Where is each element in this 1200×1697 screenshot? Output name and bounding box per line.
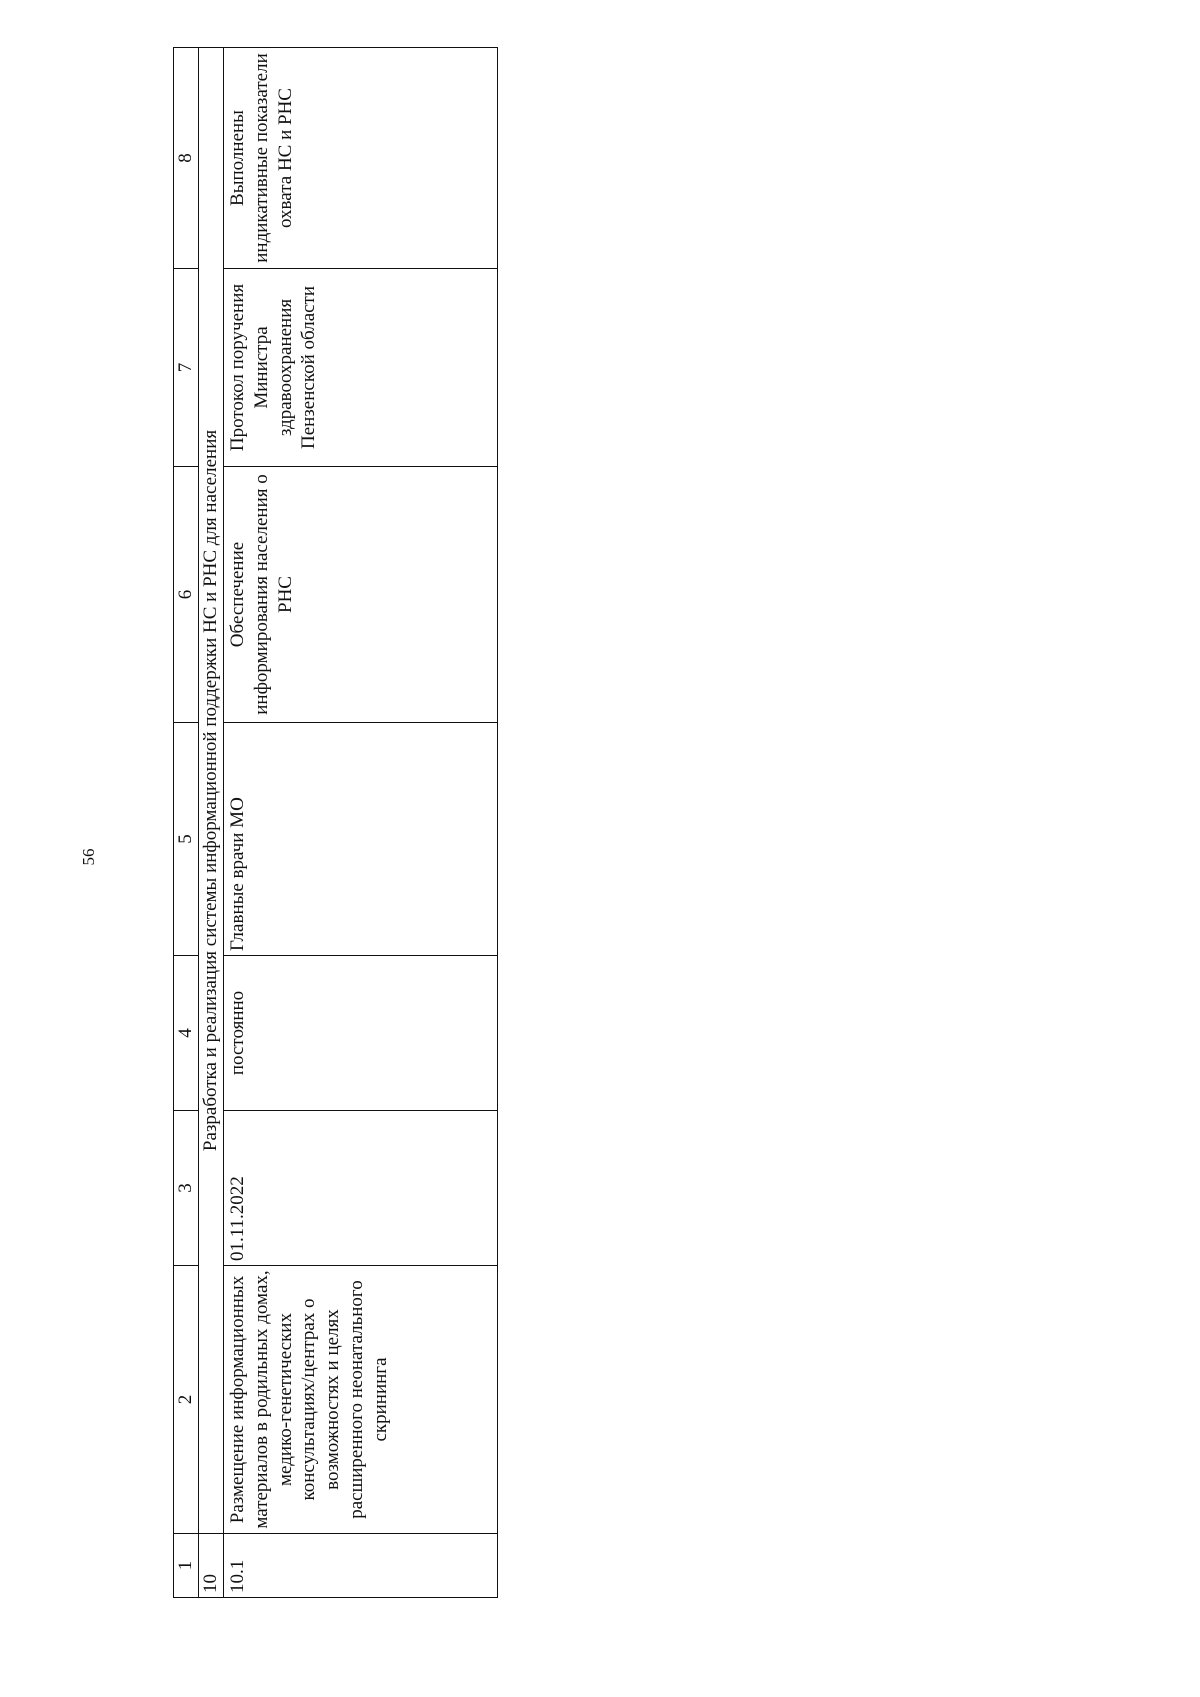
table-row bbox=[224, 48, 498, 1598]
plan-table bbox=[173, 47, 498, 1598]
column-number: 8 bbox=[174, 48, 199, 269]
column-number-row bbox=[174, 48, 199, 1598]
column-number: 1 bbox=[174, 1534, 199, 1598]
indicator-cell: Выполнены индикативные показатели охвата НС и РНС bbox=[224, 48, 498, 269]
column-number: 5 bbox=[174, 723, 199, 956]
column-number: 3 bbox=[174, 1111, 199, 1266]
section-number: 10 bbox=[199, 1534, 224, 1598]
column-number: 6 bbox=[174, 467, 199, 723]
section-row bbox=[199, 48, 224, 1598]
end-date-cell: постоянно bbox=[224, 956, 498, 1111]
column-number: 4 bbox=[174, 956, 199, 1111]
responsible-cell: Главные врачи МО bbox=[224, 723, 498, 956]
rotated-table-container bbox=[173, 48, 498, 1598]
document-cell: Протокол поручения Министра здравоохранения Пензенской области bbox=[224, 269, 498, 467]
column-number: 7 bbox=[174, 269, 199, 467]
start-date-cell: 01.11.2022 bbox=[224, 1111, 498, 1266]
column-number: 2 bbox=[174, 1266, 199, 1534]
section-title: Разработка и реализация системы информационной поддержки НС и РНС для населения bbox=[199, 48, 224, 1534]
row-number: 10.1 bbox=[224, 1534, 498, 1598]
page-number: 56 bbox=[79, 848, 98, 866]
activity-cell: Размещение информационных материалов в родильных домах, медико-генетических консультациях/центрах о возможностях и целях расширенного неонатального скрининга bbox=[224, 1266, 498, 1534]
expected-result-cell: Обеспечение информирования населения о РНС bbox=[224, 467, 498, 723]
